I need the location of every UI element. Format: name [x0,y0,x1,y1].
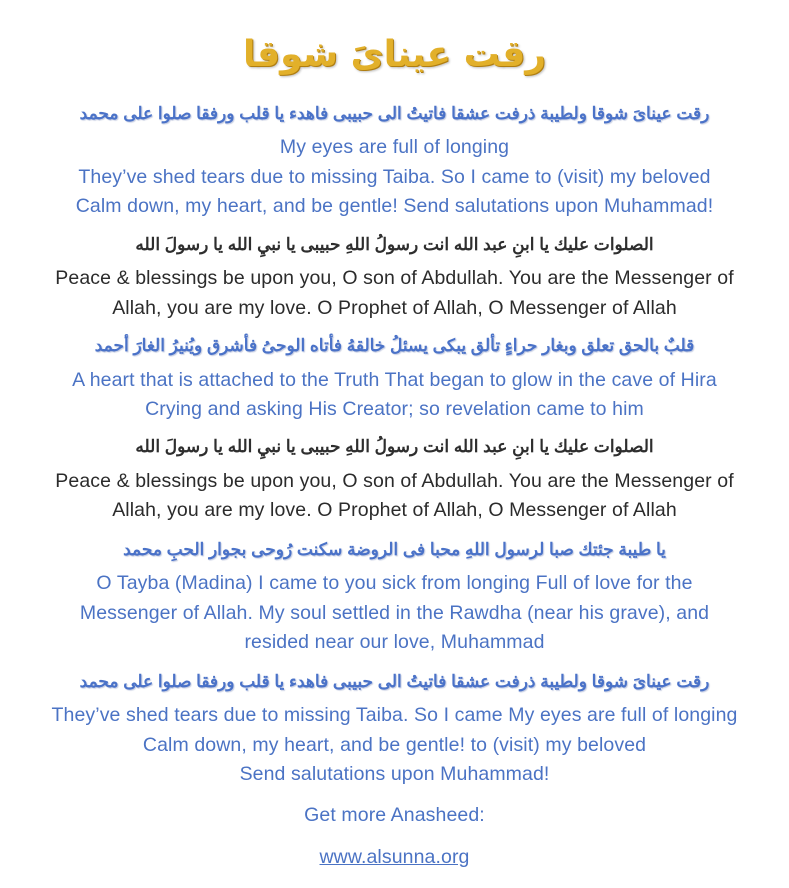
stanza-4-line-1: They’ve shed tears due to missing Taiba. So I came My eyes are full of longing [51,704,738,726]
stanza-4-arabic: رقت عيناىَ شوقا ولطيبة ذرفت عشقا فاتيتُ الى حبيبى فاهدء يا قلب ورفقا صلوا على محمد [79,672,710,691]
stanza-1-line-3: Calm down, my heart, and be gentle! Send salutations upon Muhammad! [75,195,714,217]
stanza-4-line-2: Calm down, my heart, and be gentle! to (visit) my beloved [142,734,647,756]
stanza-3-line-1: O Tayba (Madina) I came to you sick from longing Full of love for the [96,572,693,594]
stanza-2-line-2: Crying and asking His Creator; so revelation came to him [145,398,644,420]
chorus-1-line-2: Allah, you are my love. O Prophet of Allah, O Messenger of Allah [112,297,677,319]
footer-text: Get more Anasheed: [304,804,485,826]
stanza-2-line-1: A heart that is attached to the Truth That began to glow in the cave of Hira [72,369,717,391]
stanza-3-line-2: Messenger of Allah. My soul settled in the Rawdha (near his grave), and [79,602,710,624]
chorus-2-line-2: Allah, you are my love. O Prophet of Allah, O Messenger of Allah [112,499,677,521]
chorus-1-arabic: الصلوات عليك يا ابنِ عبد الله انت رسولُ اللهِ حبيبى يا نبيِ الله يا رسولَ الله [135,235,654,254]
stanza-1-line-2: They’ve shed tears due to missing Taiba. So I came to (visit) my beloved [78,166,711,188]
chorus-2-line-1: Peace & blessings be upon you, O son of Abdullah. You are the Messenger of [55,470,734,492]
chorus-2-arabic: الصلوات عليك يا ابنِ عبد الله انت رسولُ اللهِ حبيبى يا نبيِ الله يا رسولَ الله [135,437,654,456]
website-link[interactable]: www.alsunna.org [319,846,470,868]
stanza-1-line-1: My eyes are full of longing [279,136,510,158]
footer-link-row [10,846,779,869]
stanza-2-arabic: قلبٌ بالحق تعلق وبغار حراءٍ تألق يبكى يسئلُ خالقهُ فأتاه الوحىُ فأشرق ويُنيرُ الغارَ أحمد [94,336,695,355]
stanza-3-line-3: resided near our love, Muhammad [244,631,545,653]
stanza-3-arabic: يا طيبة جئتك صبا لرسول اللهِ محبا فى الروضة سكنت رُوحى بجوار الحبِ محمد [123,540,666,559]
chorus-1-line-1: Peace & blessings be upon you, O son of Abdullah. You are the Messenger of [55,267,734,289]
stanza-1-arabic: رقت عيناىَ شوقا ولطيبة ذرفت عشقا فاتيتُ الى حبيبى فاهدء يا قلب ورفقا صلوا على محمد [79,104,710,123]
page-title: رقت عيناىَ شوقا [242,34,547,75]
stanza-4-line-3: Send salutations upon Muhammad! [239,763,550,785]
